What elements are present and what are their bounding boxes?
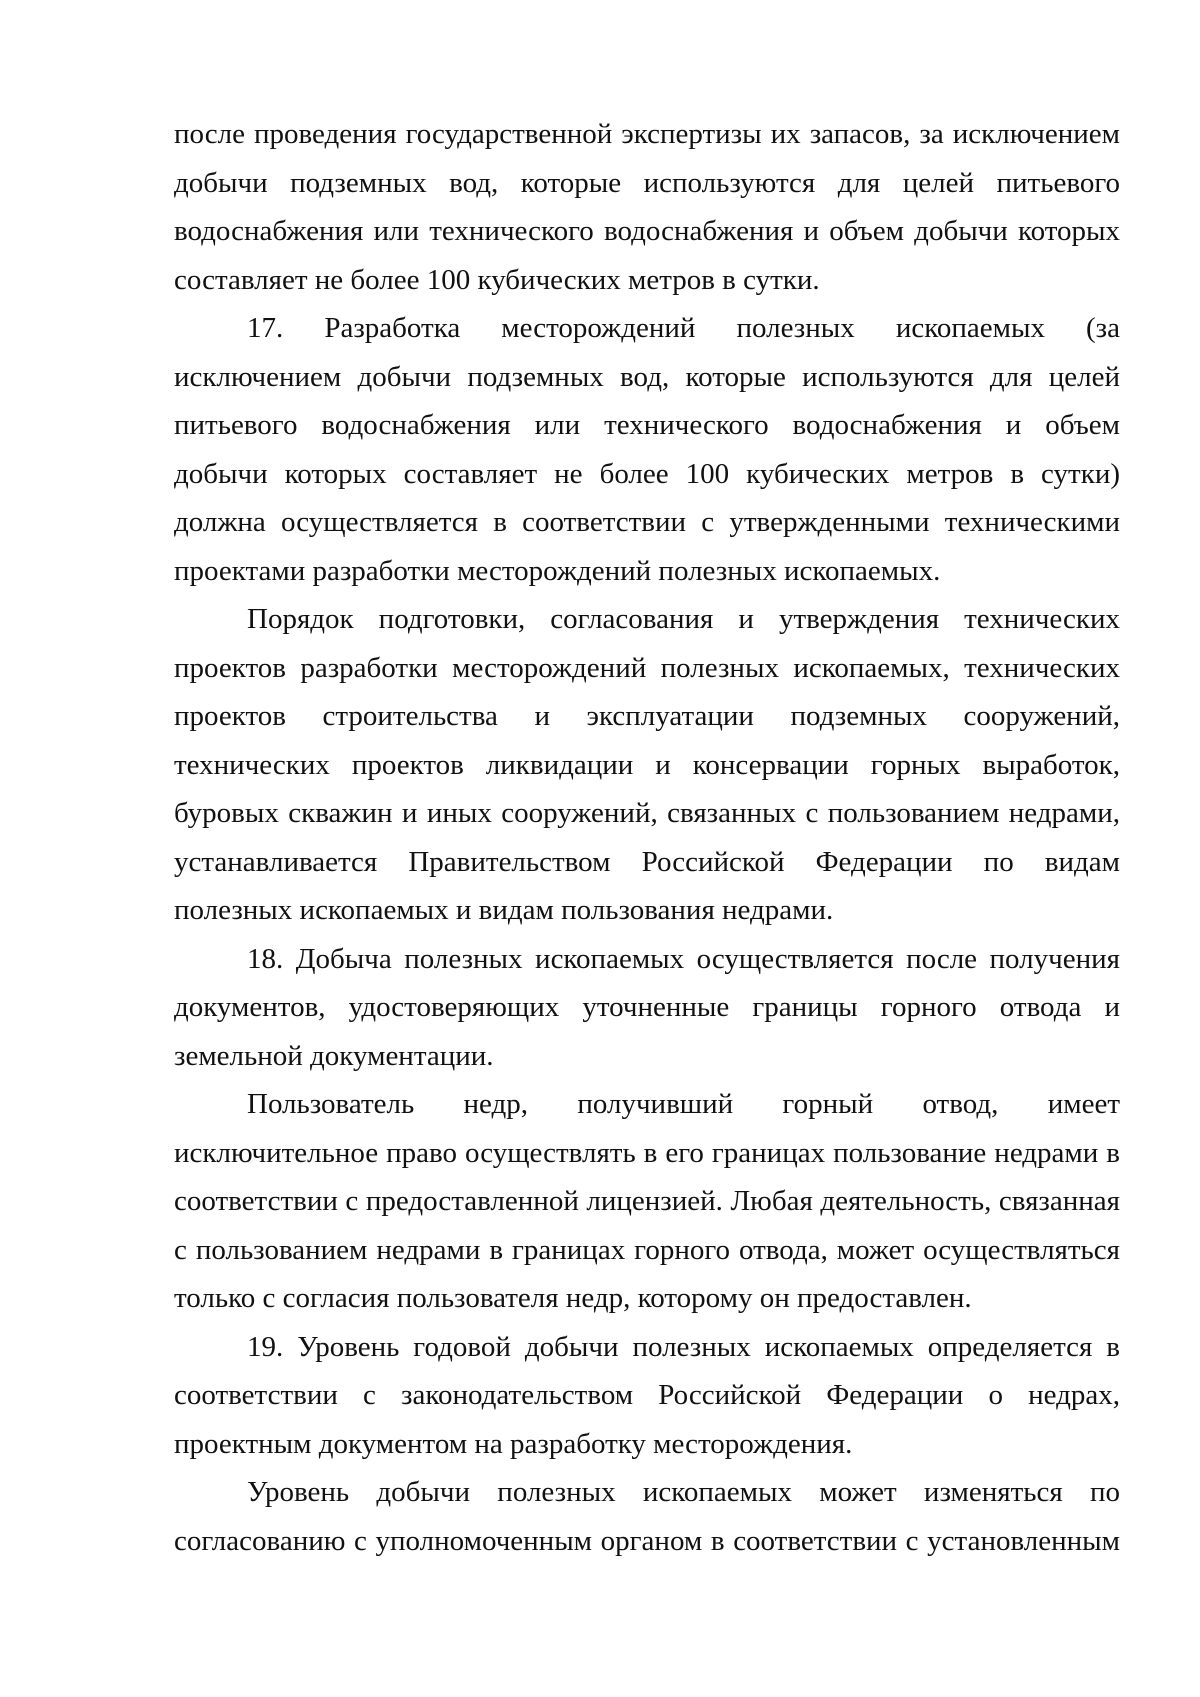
paragraph-item-17: 17. Разработка месторождений полезных ископаемых (за исключением добычи подземных вод, которые используются для целей питьевого водоснабжения или технического водоснабжения и объем добычи которых составляет не более 100 кубических метров в сутки) должна осуществляется в соответствии с утвержденными техническими проектами разработки месторождений полезных ископаемых.: [174, 312, 1120, 587]
paragraph-item-18: 18. Добыча полезных ископаемых осуществляется после получения документов, удостоверяющих уточненные границы горного отвода и земельной документации.: [174, 942, 1120, 1072]
paragraph-continuation: после проведения государственной экспертизы их запасов, за исключением добычи подземных вод, которые используются для целей питьевого водоснабжения или технического водоснабжения и объем добычи которых составляет не более 100 кубических метров в сутки.: [174, 118, 1120, 296]
document-body: [174, 110, 1120, 1565]
paragraph-item-19: 19. Уровень годовой добычи полезных ископаемых определяется в соответствии с законодательством Российской Федерации о недрах, проектным документом на разработку месторождения.: [174, 1330, 1120, 1460]
paragraph-item-18-user-rights: Пользователь недр, получивший горный отвод, имеет исключительное право осуществлять в его границах пользование недрами в соответствии с предоставленной лицензией. Любая деятельность, связанная с пользованием недрами в границах горного отвода, может осуществляться только с согласия пользователя недр, которому он предоставлен.: [174, 1088, 1120, 1314]
paragraph-item-17-procedure: Порядок подготовки, согласования и утверждения технических проектов разработки месторождений полезных ископаемых, технических проектов строительства и эксплуатации подземных сооружений, технических проектов ликвидации и консервации горных выработок, буровых скважин и иных сооружений, связанных с пользованием недрами, устанавливается Правительством Российской Федерации по видам полезных ископаемых и видам пользования недрами.: [174, 603, 1120, 926]
paragraph-item-19-change: Уровень добычи полезных ископаемых может изменяться по согласованию с уполномоченным органом в соответствии с установленным: [174, 1476, 1120, 1557]
